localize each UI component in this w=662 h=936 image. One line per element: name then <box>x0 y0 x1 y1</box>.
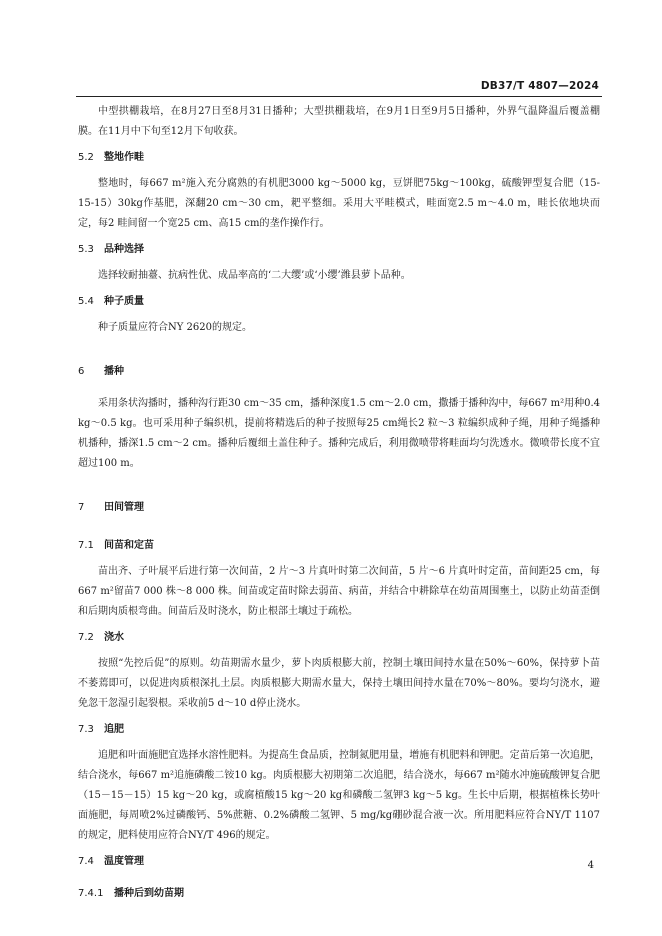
body-paragraph: 中型拱棚栽培，在8月27日至8月31日播种；大型拱棚栽培，在9月1日至9月5日播种，外界气温降温后覆盖棚膜。在11月中下旬至12月下旬收获。 <box>78 106 600 137</box>
section-number: 5.2 <box>78 152 94 163</box>
body-paragraph: 按照“先控后促”的原则。幼苗期需水量少，萝卜肉质根膨大前，控制土壤田间持水量在50%～60%，保持萝卜苗不萎蔫即可，以促进肉质根深扎土层。肉质根膨大期需水量大，保持土壤田间持水量在70%～80%。要均匀浇水，避免忽干忽湿引起裂根。采收前5 d～10 d停止浇水。 <box>78 658 600 709</box>
section-heading <box>78 498 600 518</box>
page-number: 4 <box>587 860 594 871</box>
body-paragraph: 追肥和叶面施肥宜选择水溶性肥料。为提高生食品质，控制氮肥用量，增施有机肥料和钾肥。定苗后第一次追肥，结合浇水，每667 m²追施磷酸二铵10 kg。肉质根膨大初期第二次追肥，结合浇水，每667 m²随水冲施硫酸钾复合肥（15－15－15）15 kg～20 kg，或腐植酸15 kg～20 kg和磷酸二氢钾3 kg～5 kg。生长中后期，根据植株长势叶面施肥，每周喷2%过磷酸钙、5%蔗糖、0.2%磷酸二氢钾、5 mg/kg硼砂混合液一次。所用肥料应符合NY/T 1107的规定，肥料使用应符合NY/T 496的规定。 <box>78 750 600 841</box>
section-title: 追肥 <box>104 724 124 735</box>
body-paragraph: 整地时，每667 m²施入充分腐熟的有机肥3000 kg～5000 kg，豆饼肥75kg～100kg，硫酸钾型复合肥（15-15-15）30kg作基肥，深翻20 cm～30 cm，耙平整细。采用大平畦模式，畦面宽2.5 m～4.0 m，畦长依地块而定，每2 畦间留一个宽25 cm、高15 cm的垄作操作行。 <box>78 178 600 229</box>
section-title: 整地作畦 <box>104 152 144 163</box>
section-number: 7.4 <box>78 856 94 867</box>
section-heading <box>78 292 600 312</box>
section-heading <box>78 240 600 260</box>
section-number: 7.4.1 <box>78 888 104 899</box>
section-title: 播种 <box>104 366 124 377</box>
section-number: 7.2 <box>78 632 94 643</box>
section-number: 5.4 <box>78 296 94 307</box>
section-title: 种子质量 <box>104 296 144 307</box>
section-heading <box>78 148 600 168</box>
section-number: 7.3 <box>78 724 94 735</box>
section-heading <box>78 720 600 740</box>
document-code: DB37/T 4807—2024 <box>480 80 599 92</box>
section-heading <box>78 884 600 904</box>
section-title: 温度管理 <box>104 856 144 867</box>
body-paragraph: 选择较耐抽薹、抗病性优、成品率高的‘二大缨’或‘小缨’潍县萝卜品种。 <box>98 270 411 281</box>
section-number: 5.3 <box>78 244 94 255</box>
section-heading <box>78 628 600 648</box>
section-heading <box>78 852 600 872</box>
section-number: 7.1 <box>78 540 94 551</box>
body-paragraph: 采用条状沟播时，播种沟行距30 cm～35 cm，播种深度1.5 cm～2.0 cm，撒播于播种沟中，每667 m²用种0.4 kg～0.5 kg。也可采用种子编织机，提前将精选后的种子按照每25 cm绳长2 粒～3 粒编织成种子绳，用种子绳播种机播种，播深1.5 cm～2 cm。播种后覆细土盖住种子。播种完成后，利用微喷带将畦面均匀洗透水。微喷带长度不宜超过100 m。 <box>78 398 600 469</box>
section-title: 间苗和定苗 <box>104 540 154 551</box>
section-title: 浇水 <box>104 632 124 643</box>
section-heading <box>78 536 600 556</box>
section-title: 田间管理 <box>104 502 144 513</box>
section-number: 7 <box>78 502 85 513</box>
section-title: 品种选择 <box>104 244 144 255</box>
body-paragraph: 种子质量应符合NY 2620的规定。 <box>98 322 252 333</box>
section-number: 6 <box>78 366 85 377</box>
page-body <box>78 102 600 910</box>
body-paragraph: 苗出齐、子叶展平后进行第一次间苗，2 片～3 片真叶时第二次间苗，5 片～6 片真叶时定苗，苗间距25 cm，每667 m²留苗7 000 株～8 000 株。间苗或定苗时除去弱苗、病苗，并结合中耕除草在幼苗周围壅土，以防止幼苗歪倒和后期肉质根弯曲。间苗后及时浇水，防止根部土壤过于疏松。 <box>78 566 600 617</box>
header-rule <box>76 96 602 97</box>
section-heading <box>78 362 600 382</box>
section-title: 播种后到幼苗期 <box>114 888 184 899</box>
